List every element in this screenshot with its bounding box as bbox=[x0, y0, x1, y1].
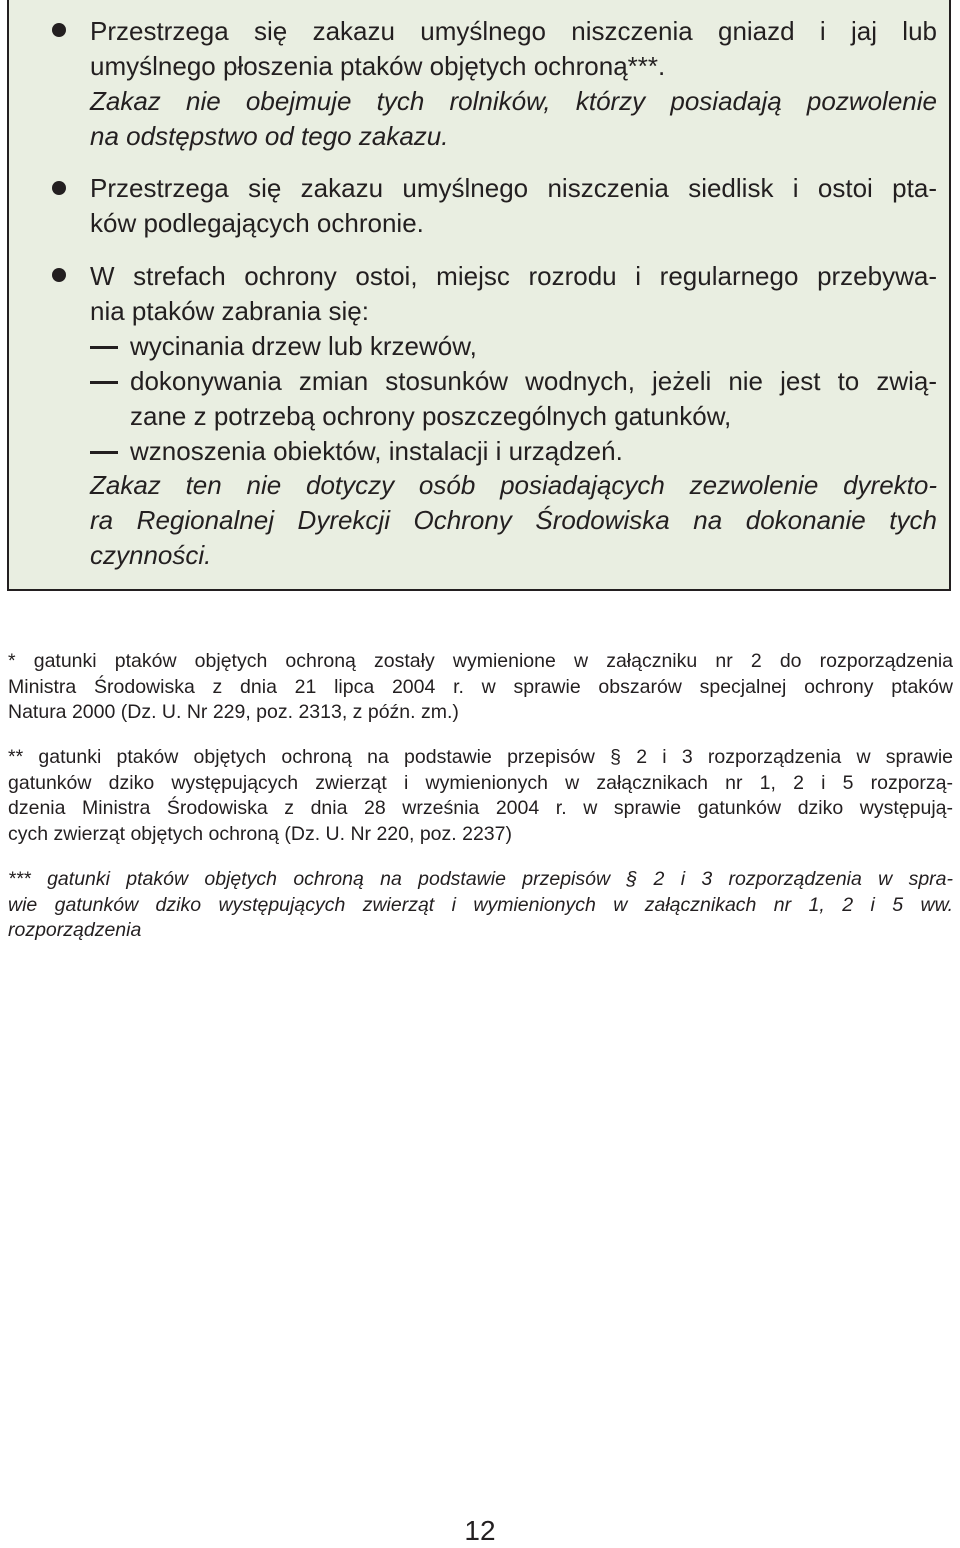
text-line: Przestrzega się zakazu umyślnego niszczenia gniazd i jaj lub bbox=[90, 16, 937, 46]
text-line: gatunków dziko występujących zwierząt i wymienionych w załącznikach nr 1, 2 i 5 rozporzą- bbox=[8, 771, 953, 794]
box-item-2 bbox=[90, 171, 937, 241]
footnote-1 bbox=[8, 649, 953, 726]
text-line: ra Regionalnej Dyrekcji Ochrony Środowiska na dokonanie tych bbox=[90, 505, 937, 535]
text-line: wie gatunków dziko występujących zwierząt i wymienionych w załącznikach nr 1, 2 i 5 ww. bbox=[8, 893, 953, 916]
text-line: czynności. bbox=[90, 540, 212, 570]
dash-icon bbox=[90, 381, 118, 384]
text-line: wznoszenia obiektów, instalacji i urządzeń. bbox=[130, 436, 623, 466]
footnote-2 bbox=[8, 745, 953, 847]
page-number: 12 bbox=[464, 1515, 496, 1546]
text-line: W strefach ochrony ostoi, miejsc rozrodu i regularnego przebywa- bbox=[90, 261, 937, 291]
text-line: Natura 2000 (Dz. U. Nr 229, poz. 2313, z późn. zm.) bbox=[8, 701, 459, 723]
footnote-3 bbox=[8, 867, 953, 944]
box-item-3 bbox=[90, 259, 937, 329]
text-line: Ministra Środowiska z dnia 21 lipca 2004 r. w sprawie obszarów specjalnej ochrony ptaków bbox=[8, 675, 953, 698]
bullet-icon bbox=[52, 23, 66, 37]
text-line: ** gatunki ptaków objętych ochroną na podstawie przepisów § 2 i 3 rozporządzenia w sprawie bbox=[8, 746, 953, 768]
text-line: cych zwierząt objętych ochroną (Dz. U. Nr 220, poz. 2237) bbox=[8, 822, 512, 845]
text-line: dokonywania zmian stosunków wodnych, jeżeli nie jest to zwią- bbox=[130, 366, 937, 396]
text-line: wycinania drzew lub krzewów, bbox=[130, 331, 477, 361]
sub-item-1 bbox=[130, 329, 937, 364]
text-line: Przestrzega się zakazu umyślnego niszczenia siedlisk i ostoi pta- bbox=[90, 173, 937, 203]
text-line: Zakaz ten nie dotyczy osób posiadających zezwolenie dyrekto- bbox=[90, 470, 937, 500]
text-line: zane z potrzebą ochrony poszczególnych gatunków, bbox=[130, 401, 732, 431]
sub-item-3 bbox=[130, 434, 937, 469]
text-line: dzenia Ministra Środowiska z dnia 28 września 2004 r. w sprawie gatunków dziko występują- bbox=[8, 797, 953, 819]
dash-icon bbox=[90, 346, 118, 349]
bullet-icon bbox=[52, 268, 66, 282]
text-line: *** gatunki ptaków objętych ochroną na podstawie przepisów § 2 i 3 rozporządzenia w spra- bbox=[8, 868, 953, 890]
text-line: umyślnego płoszenia ptaków objętych ochroną***. bbox=[90, 51, 666, 81]
text-line: * gatunki ptaków objętych ochroną zostały wymienione w załączniku nr 2 do rozporządzenia bbox=[8, 650, 953, 672]
bullet-icon bbox=[52, 181, 66, 195]
text-line: ków podlegających ochronie. bbox=[90, 208, 424, 238]
box-item-3-note bbox=[90, 468, 937, 573]
dash-icon bbox=[90, 451, 118, 454]
text-line: na odstępstwo od tego zakazu. bbox=[90, 121, 449, 151]
sub-item-2 bbox=[130, 364, 937, 434]
text-line: Zakaz nie obejmuje tych rolników, którzy posiadają pozwolenie bbox=[90, 86, 937, 116]
box-item-1 bbox=[90, 14, 937, 154]
text-line: nia ptaków zabrania się: bbox=[90, 296, 369, 326]
text-line: rozporządzenia bbox=[8, 919, 142, 941]
